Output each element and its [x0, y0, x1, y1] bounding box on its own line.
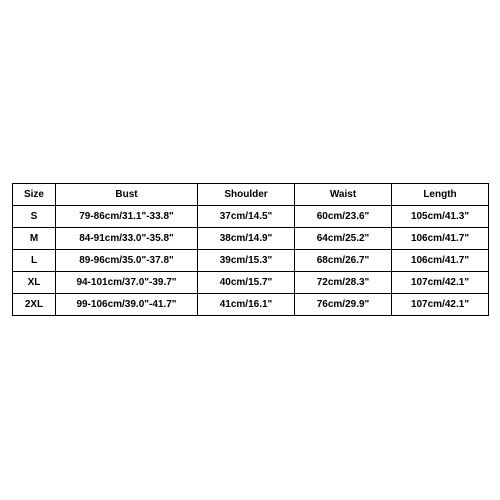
cell-bust: 89-96cm/35.0"-37.8" — [56, 250, 198, 272]
cell-waist: 72cm/28.3" — [295, 272, 392, 294]
cell-bust: 79-86cm/31.1"-33.8" — [56, 206, 198, 228]
cell-waist: 64cm/25.2" — [295, 228, 392, 250]
cell-bust: 94-101cm/37.0"-39.7" — [56, 272, 198, 294]
cell-shoulder: 41cm/16.1" — [198, 294, 295, 316]
header-length: Length — [392, 184, 489, 206]
cell-waist: 68cm/26.7" — [295, 250, 392, 272]
cell-shoulder: 38cm/14.9" — [198, 228, 295, 250]
table-row — [13, 228, 489, 250]
cell-size: 2XL — [13, 294, 56, 316]
cell-size: M — [13, 228, 56, 250]
size-chart-table — [12, 183, 489, 316]
cell-bust: 99-106cm/39.0"-41.7" — [56, 294, 198, 316]
table-row — [13, 294, 489, 316]
cell-shoulder: 39cm/15.3" — [198, 250, 295, 272]
cell-length: 105cm/41.3" — [392, 206, 489, 228]
cell-size: S — [13, 206, 56, 228]
cell-shoulder: 40cm/15.7" — [198, 272, 295, 294]
header-bust: Bust — [56, 184, 198, 206]
cell-length: 107cm/42.1" — [392, 272, 489, 294]
cell-length: 106cm/41.7" — [392, 228, 489, 250]
table-row — [13, 250, 489, 272]
header-waist: Waist — [295, 184, 392, 206]
cell-size: L — [13, 250, 56, 272]
table-row — [13, 206, 489, 228]
cell-length: 107cm/42.1" — [392, 294, 489, 316]
cell-size: XL — [13, 272, 56, 294]
cell-length: 106cm/41.7" — [392, 250, 489, 272]
table-row — [13, 272, 489, 294]
cell-shoulder: 37cm/14.5" — [198, 206, 295, 228]
cell-bust: 84-91cm/33.0"-35.8" — [56, 228, 198, 250]
header-size: Size — [13, 184, 56, 206]
cell-waist: 76cm/29.9" — [295, 294, 392, 316]
header-shoulder: Shoulder — [198, 184, 295, 206]
table-header-row — [13, 184, 489, 206]
cell-waist: 60cm/23.6" — [295, 206, 392, 228]
